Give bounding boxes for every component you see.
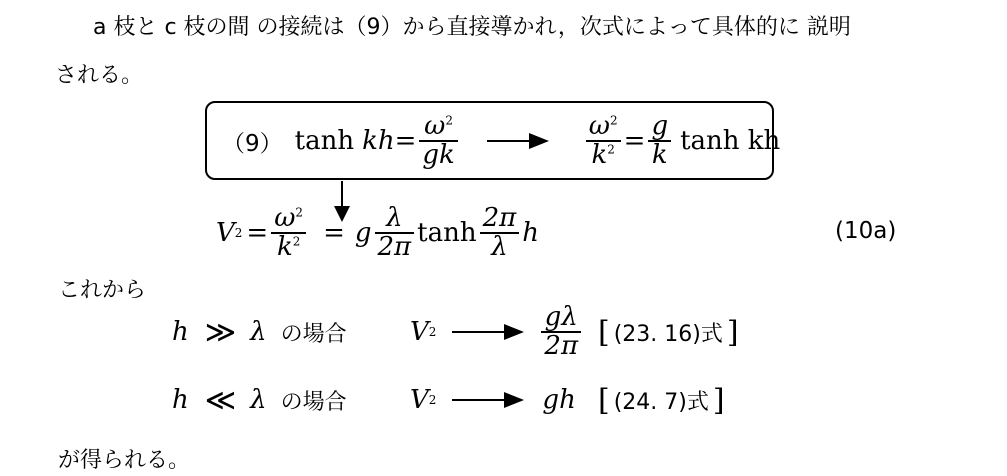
right-arrow-icon [452, 390, 524, 410]
case-shallow-water-result: V 2 gh [410, 385, 576, 415]
h-symbol: h [522, 218, 539, 248]
fraction-2pi-over-lambda: $\frac{2\pi}{\lambda}$ [480, 205, 520, 262]
fraction-lambda-over-2pi: $\frac{\lambda}{2\pi}$ [375, 205, 415, 262]
reference-23-16: [ (23. 16)式 ] [598, 314, 739, 350]
fraction-omega2-over-gk: $\frac{\omega^2}{gk}$ [419, 113, 457, 170]
fraction-g-over-k: $\frac{g}{k}$ [648, 113, 671, 170]
fraction-glambda-over-2pi: $\frac{g\lambda}{2\pi}$ [541, 304, 581, 361]
case-deep-water-result: V 2 $\frac{g\lambda}{2\pi}$ [410, 302, 584, 362]
right-arrow-icon [452, 322, 524, 342]
equation-10a: V 2 = $\frac{\omega^2}{k^2}$ = g $\frac{\lambda}{2\pi}$ tanh $\frac{2\pi}{\lambda}$ h [216, 202, 539, 262]
equation-number: (10a) [835, 218, 897, 244]
omega: ω [424, 110, 446, 141]
case-shallow-water: h ≪ λ の場合 [172, 382, 347, 418]
paragraph-line-1: a 枝と c 枝の間 の接続は（9）から直接導かれ，次式によって具体的に 説明 [93, 15, 851, 40]
equals-sign: = [246, 218, 269, 248]
tanh-text: tanh [294, 126, 355, 156]
paragraph-line-3: これから [58, 278, 147, 303]
reference-24-7: [ (24. 7)式 ] [598, 382, 725, 418]
paragraph-line-2: される。 [55, 63, 144, 88]
V-symbol: V [216, 218, 235, 248]
g-symbol: g [354, 218, 372, 248]
equation-label: （9） [222, 130, 283, 157]
case-deep-water: h ≫ λ の場合 [172, 314, 347, 350]
paragraph-line-4: が得られる。 [58, 448, 191, 473]
equals-sign: = [394, 126, 417, 156]
fraction-omega2-over-k2: $\frac{\omega^2}{k^2}$ [271, 205, 306, 262]
tanh-kh-text: tanh kh [680, 126, 781, 156]
boxed-equation [222, 110, 780, 172]
equals-sign: = [623, 126, 646, 156]
denominator-gk: gk [419, 140, 457, 169]
fraction-omega2-over-k2: $\frac{\omega^2}{k^2}$ [586, 113, 621, 170]
equals-sign: = [323, 218, 345, 248]
kh-text: kh [362, 126, 395, 156]
much-less-sign: ≪ [204, 382, 237, 418]
much-greater-sign: ≫ [204, 314, 237, 350]
tanh-text: tanh [417, 218, 477, 248]
right-arrow-icon [487, 131, 549, 151]
